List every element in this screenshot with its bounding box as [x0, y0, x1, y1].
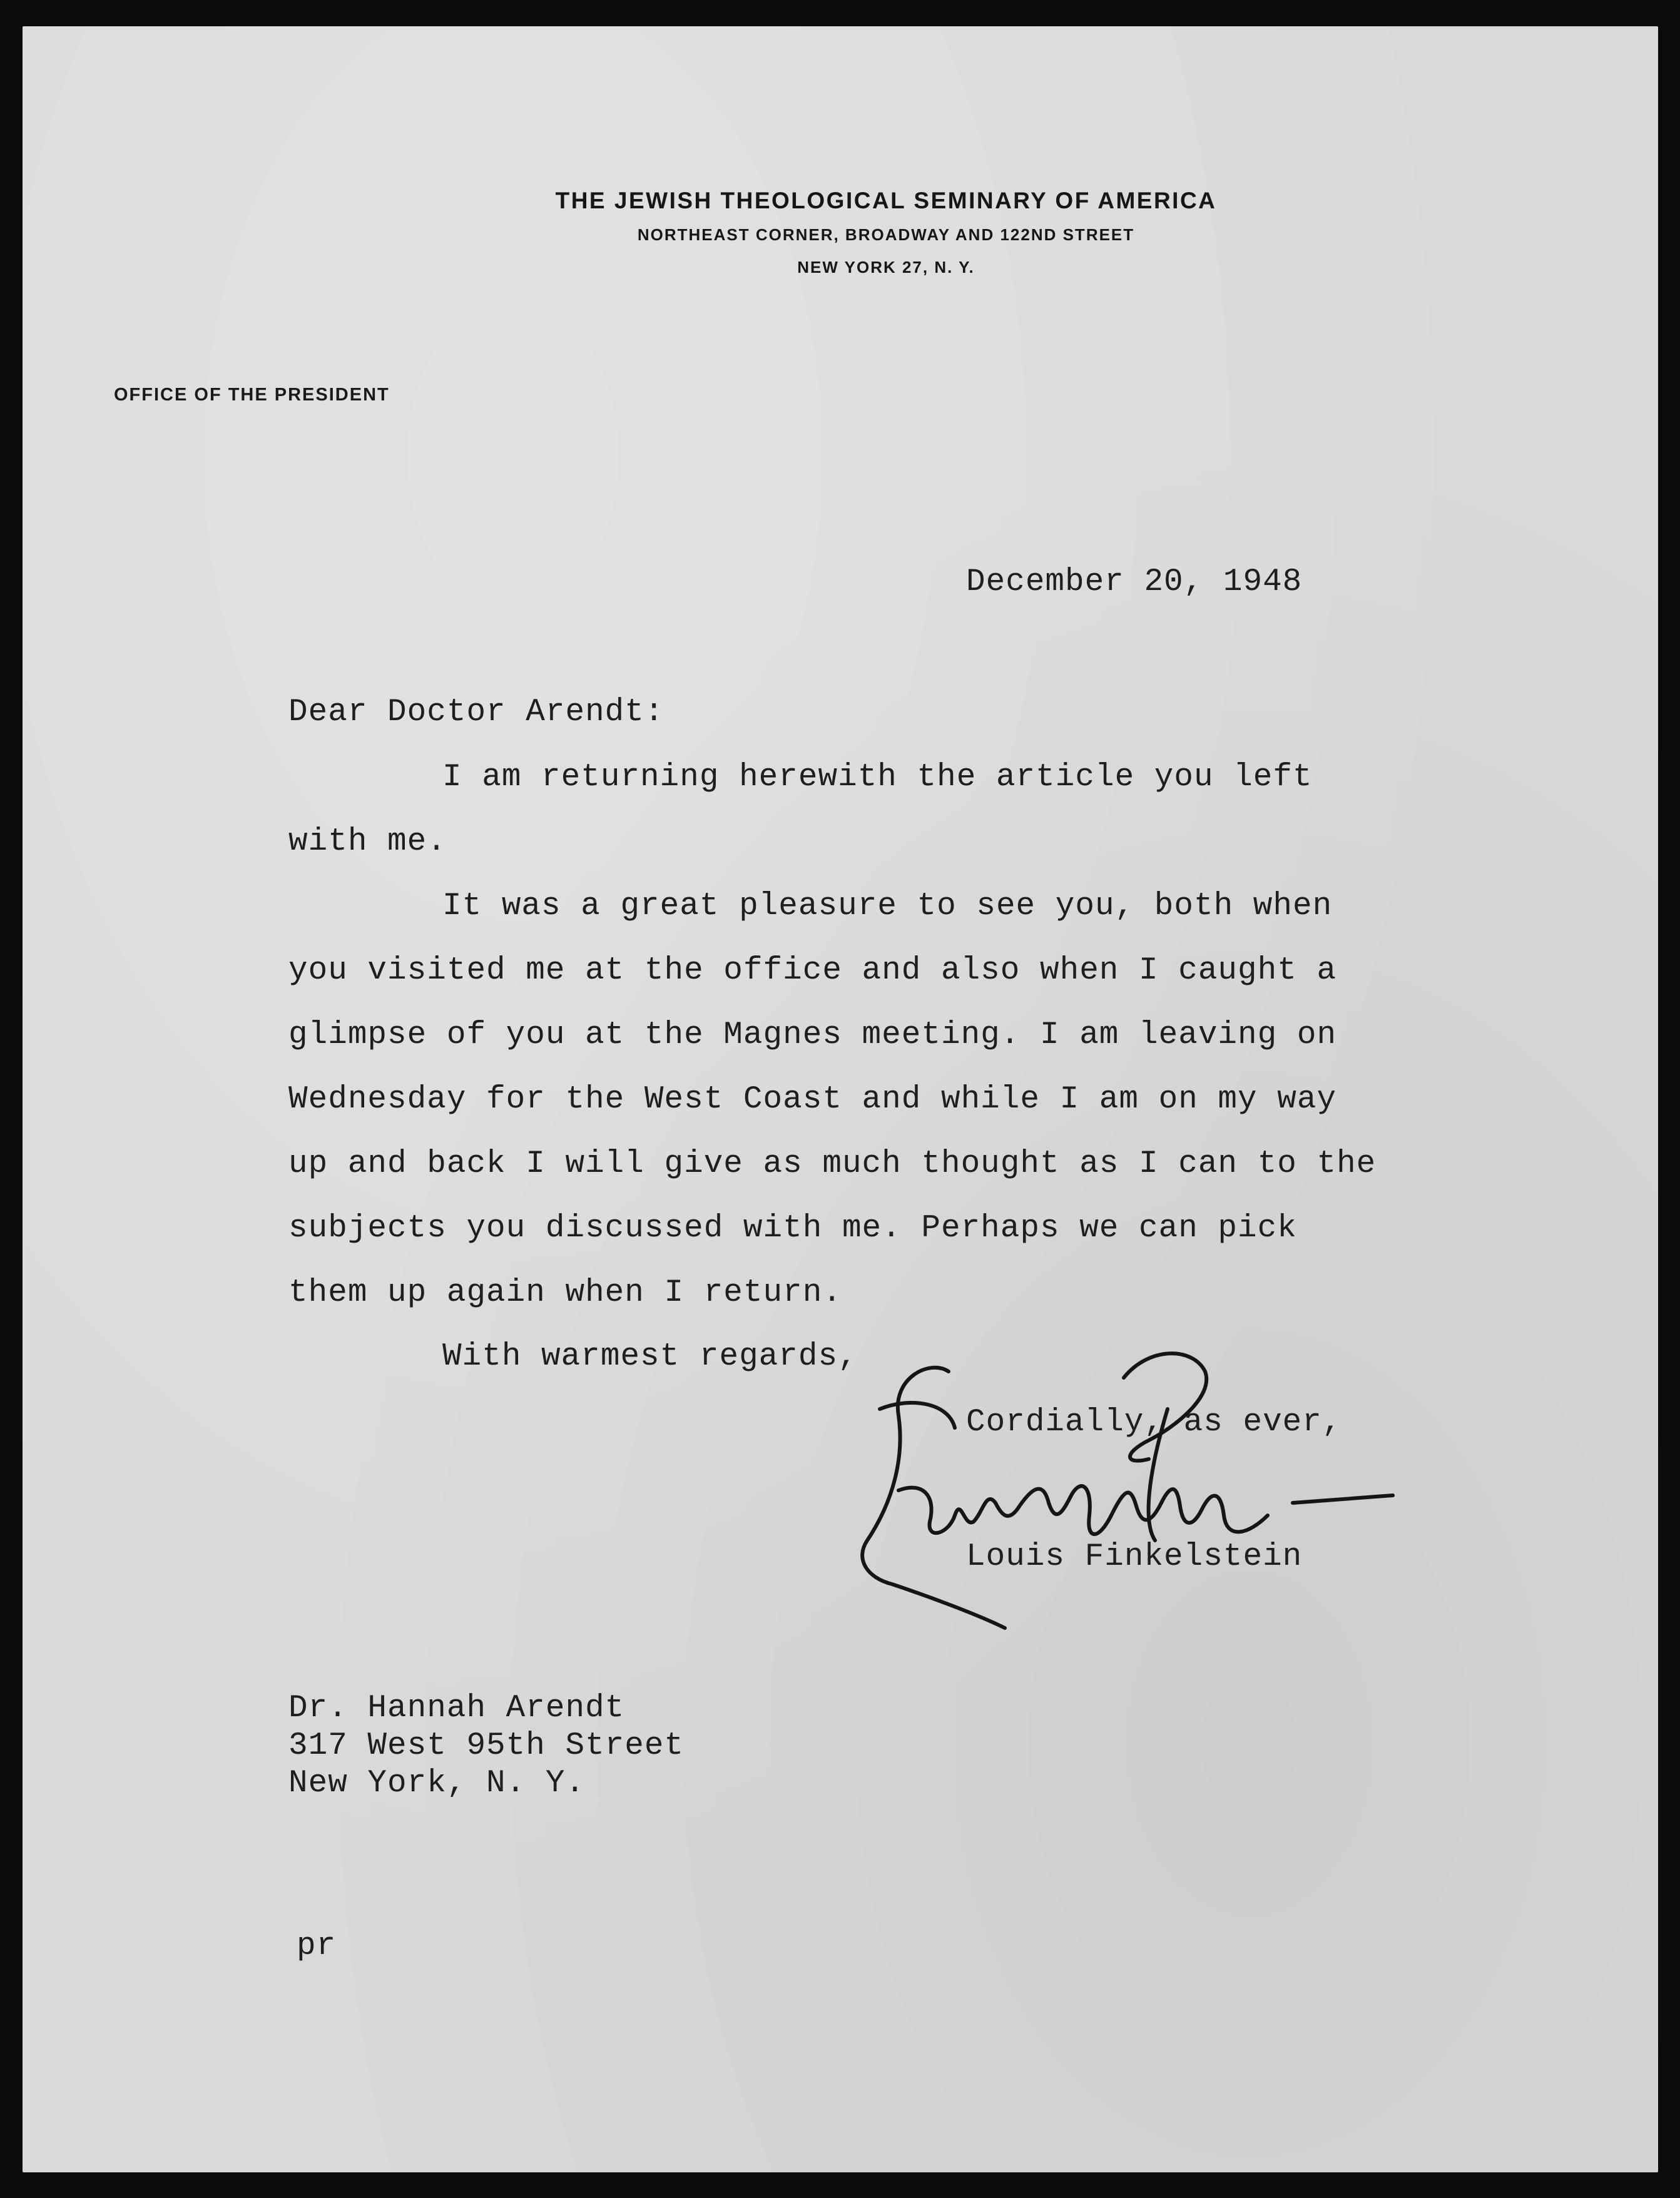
letter-page: [23, 26, 1658, 2172]
recipient-name: Dr. Hannah Arendt: [288, 1691, 625, 1726]
body-line-2: with me.: [288, 824, 447, 860]
recipient-street: 317 West 95th Street: [288, 1728, 685, 1764]
body-line-5: glimpse of you at the Magnes meeting. I am leaving on: [288, 1017, 1337, 1053]
typist-initials: pr: [297, 1928, 337, 1964]
body-line-6: Wednesday for the West Coast and while I am on my way: [288, 1082, 1337, 1117]
body-line-4: you visited me at the office and also when I caught a: [288, 953, 1337, 989]
office-label: OFFICE OF THE PRESIDENT: [114, 385, 390, 405]
body-line-8: subjects you discussed with me. Perhaps we can pick: [288, 1211, 1297, 1246]
body-line-10: With warmest regards,: [442, 1339, 858, 1375]
closing: Cordially, as ever,: [966, 1405, 1342, 1440]
letterhead-institution: THE JEWISH THEOLOGICAL SEMINARY OF AMERICA: [555, 188, 1217, 213]
salutation: Dear Doctor Arendt:: [288, 695, 664, 730]
body-line-1: I am returning herewith the article you left: [442, 760, 1313, 795]
handwritten-signature: [855, 1334, 1418, 1634]
body-line-9: them up again when I return.: [288, 1275, 842, 1311]
letterhead-address: NORTHEAST CORNER, BROADWAY AND 122ND STREET: [637, 225, 1135, 244]
signer-name: Louis Finkelstein: [966, 1539, 1303, 1575]
letterhead-city: NEW YORK 27, N. Y.: [797, 258, 975, 277]
body-line-3: It was a great pleasure to see you, both when: [442, 888, 1333, 924]
body-line-7: up and back I will give as much thought as I can to the: [288, 1146, 1377, 1182]
letter-date: December 20, 1948: [966, 564, 1303, 600]
recipient-city: New York, N. Y.: [288, 1766, 586, 1801]
